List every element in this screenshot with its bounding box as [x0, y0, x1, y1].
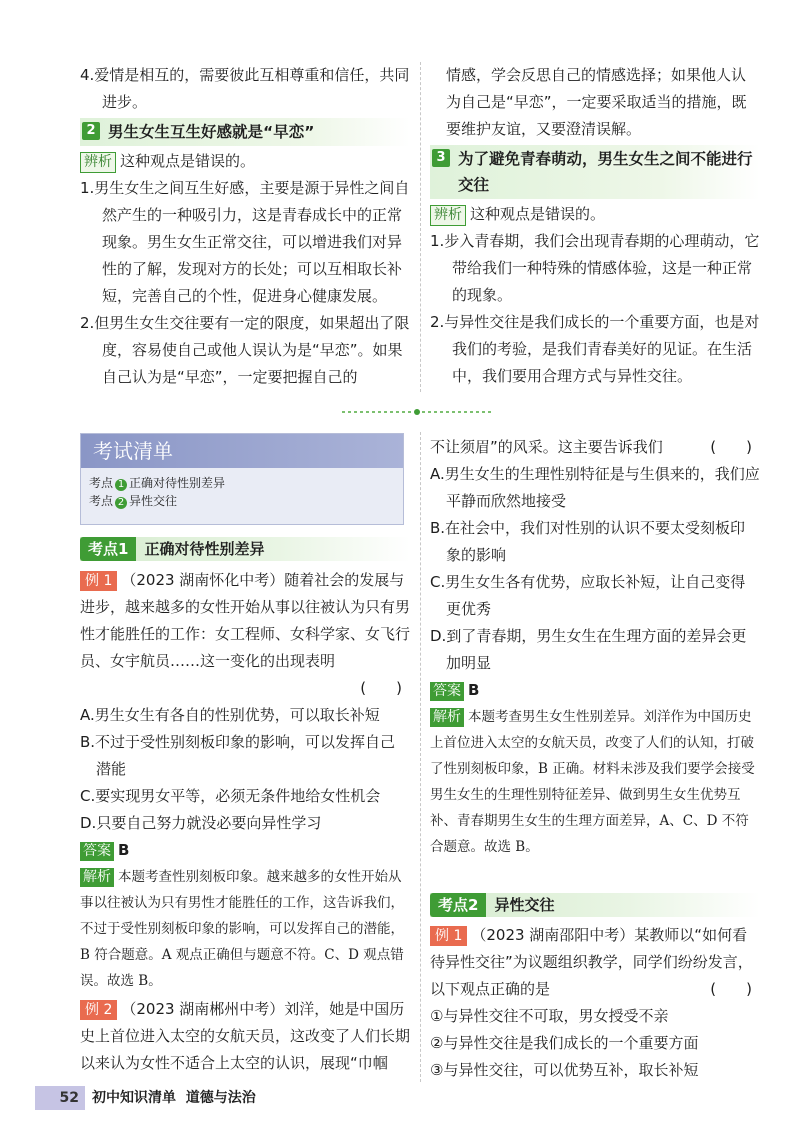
- analysis-paragraph: [430, 704, 760, 860]
- exam-point-number: 1: [115, 479, 127, 491]
- option-b: B.不过于受性别刻板印象的影响，可以发挥自己潜能: [80, 733, 396, 778]
- analysis-text: 这种观点是错误的。: [470, 205, 606, 223]
- section-1-label: 考点1: [80, 537, 136, 561]
- answer-value: B: [118, 841, 130, 859]
- point-2: 2.与异性交往是我们成长的一个重要方面，也是对我们的考验，是我们青春美好的见证。在生活中，我们要用合理方式与异性交往。: [430, 313, 760, 385]
- section-2-bar: [430, 893, 760, 917]
- answer-tag: 答案: [80, 842, 114, 861]
- exam-point-text: 异性交往: [129, 494, 178, 508]
- heading-3-text: 为了避免青春萌动，男生女生之间不能进行交往: [458, 150, 753, 194]
- column-divider-bottom: [420, 432, 421, 1082]
- option-d: D.到了青春期，男生女生在生理方面的差异会更加明显: [430, 627, 747, 672]
- example-2-text: （2023 湖南郴州中考）刘洋，她是中国历史上首位进入太空的女航天员，这改变了人们长期以来认为女性不适合上太空的认识，展现“巾帼: [80, 1000, 411, 1072]
- top-right-column: [430, 62, 760, 390]
- column-divider-top: [420, 62, 421, 392]
- footer-title: [92, 1086, 256, 1110]
- analysis-body: 本题考查性别刻板印象。越来越多的女性开始从事以往被认为只有男性才能胜任的工作，这告诉我们，不过于受性别刻板印象的影响，可以发挥自己的潜能，B 符合题意。A 观点正确但与题意不符。C、D 观点错误。故选 B。: [80, 869, 404, 989]
- option-a: A.男生女生的生理性别特征是与生俱来的，我们应平静而欣然地接受: [430, 465, 760, 510]
- point-1: 1.男生女生之间互生好感，主要是源于异性之间自然产生的一种吸引力，这是青春成长中的正常现象。男生女生正常交往，可以增进我们对异性的了解，发现对方的长处；可以互相取长补短，完善自己的个性，促进身心健康发展。: [80, 179, 410, 305]
- heading-3: [430, 145, 760, 199]
- analysis-tag: 解析: [80, 868, 114, 887]
- exam-point-2: [81, 492, 403, 510]
- statement-1: ①与异性交往不可取，男女授受不亲: [430, 1007, 669, 1025]
- section-separator: [340, 406, 494, 418]
- example-badge: 例 1: [430, 926, 467, 946]
- answer-blank: ( ): [710, 438, 752, 456]
- point-2: 2.但男生女生交往要有一定的限度，如果超出了限度，容易使自己或他人误认为是“早恋”。如果自己认为是“早恋”，一定要把握自己的: [80, 314, 410, 386]
- section-1-bar: [80, 537, 410, 561]
- exam-point-label: 考点: [89, 494, 114, 508]
- heading-2: [80, 118, 410, 146]
- heading-2-number: 2: [82, 122, 100, 140]
- exam-point-text: 正确对待性别差异: [129, 476, 226, 490]
- example-1-stem: [80, 567, 410, 675]
- example-2-continued: [430, 434, 760, 461]
- section-1-title: 正确对待性别差异: [144, 540, 265, 558]
- answer-blank: ( ): [710, 980, 752, 998]
- analysis-tag: 辨析: [80, 152, 116, 173]
- section-2-label: 考点2: [430, 893, 486, 917]
- statement-3: ③与异性交往，可以优势互补，取长补短: [430, 1061, 699, 1079]
- option-a: A.男生女生有各自的性别优势，可以取长补短: [80, 706, 380, 724]
- top-left-column: [80, 62, 410, 391]
- example-1-text: （2023 湖南怀化中考）随着社会的发展与进步，越来越多的女性开始从事以往被认为只有男性才能胜任的工作：女工程师、女科学家、女飞行员、女宇航员……这一变化的出现表明: [80, 571, 411, 670]
- heading-3-number: 3: [432, 149, 450, 167]
- analysis-text: 这种观点是错误的。: [120, 152, 256, 170]
- exam-point-label: 考点: [89, 476, 114, 490]
- subject-title: 道德与法治: [185, 1090, 256, 1106]
- exam-point-1: [81, 474, 403, 492]
- analysis-line: [430, 201, 760, 228]
- heading-2-text: 男生女生互生好感就是“早恋”: [108, 123, 315, 141]
- analysis-paragraph: [80, 864, 410, 994]
- answer-line: [80, 837, 410, 864]
- example-3-text: （2023 湖南邵阳中考）某教师以“如何看待异性交往”为议题组织教学，同学们纷纷发言，以下观点正确的是: [430, 926, 753, 998]
- answer-value: B: [468, 681, 480, 699]
- option-b: B.在社会中，我们对性别的认识不要太受刻板印象的影响: [430, 519, 746, 564]
- option-c: C.要实现男女平等，必须无条件地给女性机会: [80, 787, 381, 805]
- example-badge: 例 2: [80, 1000, 117, 1020]
- answer-line: [430, 677, 760, 704]
- analysis-line: [80, 148, 410, 175]
- point-4: 4.爱情是相互的，需要彼此互相尊重和信任，共同进步。: [80, 66, 410, 111]
- bottom-left-column: [80, 567, 410, 1077]
- answer-blank: ( ): [360, 679, 402, 697]
- example-2-cont-text: 不让须眉”的风采。这主要告诉我们: [430, 438, 663, 456]
- point-1: 1.步入青春期，我们会出现青春期的心理萌动，它带给我们一种特殊的情感体验，这是一种正常的现象。: [430, 232, 760, 304]
- bottom-right-example-3: [430, 922, 760, 1084]
- example-2-stem: [80, 996, 410, 1077]
- exam-point-number: 2: [115, 497, 127, 509]
- example-badge: 例 1: [80, 571, 117, 591]
- section-2-title: 异性交往: [494, 896, 555, 914]
- option-d: D.只要自己努力就没必要向异性学习: [80, 814, 322, 832]
- book-title: 初中知识清单: [92, 1090, 176, 1106]
- continued-text: 情感，学会反思自己的情感选择；如果他人认为自己是“早恋”，一定要采取适当的措施，既要维护友谊，又要澄清误解。: [446, 66, 747, 138]
- bottom-right-column: [430, 434, 760, 860]
- example-3-stem: [430, 922, 760, 1003]
- answer-tag: 答案: [430, 682, 464, 701]
- analysis-body: 本题考查男生女生性别差异。刘洋作为中国历史上首位进入太空的女航天员，改变了人们的认知，打破了性别刻板印象，B 正确。材料未涉及我们要学会接受男生女生的生理性别特征差异、做到男生女生优势互补、青春期男生女生的生理方面差异，A、C、D 不符合题意。故选 B。: [430, 709, 755, 855]
- analysis-tag: 辨析: [430, 205, 466, 226]
- analysis-tag: 解析: [430, 708, 464, 727]
- page-footer: [0, 1086, 800, 1110]
- exam-checklist-title: 考试清单: [81, 434, 403, 468]
- exam-checklist-box: [80, 433, 404, 525]
- option-c: C.男生女生各有优势，应取长补短，让自己变得更优秀: [430, 573, 746, 618]
- statement-2: ②与异性交往是我们成长的一个重要方面: [430, 1034, 699, 1052]
- page-number: 52: [35, 1086, 85, 1110]
